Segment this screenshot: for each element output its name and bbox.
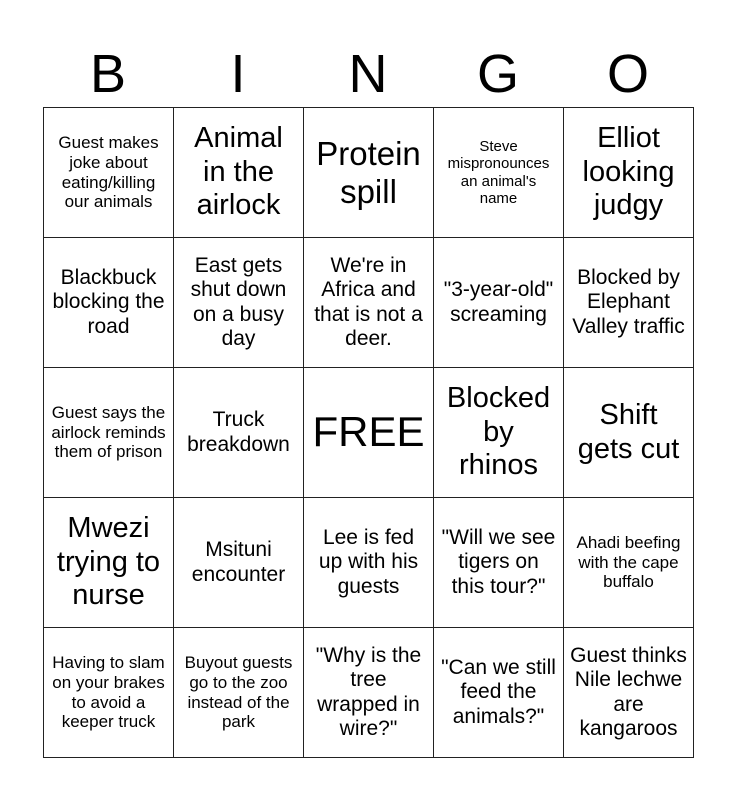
bingo-cell[interactable]: Buyout guests go to the zoo instead of the park: [174, 628, 304, 758]
bingo-cell[interactable]: Msituni encounter: [174, 498, 304, 628]
bingo-cell[interactable]: Mwezi trying to nurse: [44, 498, 174, 628]
bingo-cell[interactable]: Having to slam on your brakes to avoid a keeper truck: [44, 628, 174, 758]
board-row-1: [44, 108, 694, 238]
bingo-cell[interactable]: Protein spill: [304, 108, 434, 238]
bingo-cell[interactable]: "3-year-old" screaming: [434, 238, 564, 368]
bingo-cell[interactable]: "Will we see tigers on this tour?": [434, 498, 564, 628]
bingo-cell[interactable]: We're in Africa and that is not a deer.: [304, 238, 434, 368]
bingo-cell[interactable]: Blocked by rhinos: [434, 368, 564, 498]
bingo-cell[interactable]: Guest makes joke about eating/killing our animals: [44, 108, 174, 238]
bingo-cell[interactable]: Ahadi beefing with the cape buffalo: [564, 498, 694, 628]
header-letter-g: G: [476, 44, 519, 104]
board-row-3: [44, 368, 694, 498]
bingo-cell[interactable]: Elliot looking judgy: [564, 108, 694, 238]
board-row-4: [44, 498, 694, 628]
bingo-cell[interactable]: Truck breakdown: [174, 368, 304, 498]
bingo-header: [43, 40, 693, 108]
bingo-cell[interactable]: Guest thinks Nile lechwe are kangaroos: [564, 628, 694, 758]
header-letter-n: N: [348, 44, 388, 104]
header-letter-o: O: [606, 44, 649, 104]
board-row-2: [44, 238, 694, 368]
bingo-cell[interactable]: "Can we still feed the animals?": [434, 628, 564, 758]
bingo-board: [43, 107, 694, 758]
bingo-cell[interactable]: Shift gets cut: [564, 368, 694, 498]
bingo-cell[interactable]: Lee is fed up with his guests: [304, 498, 434, 628]
header-letter-i: I: [230, 44, 246, 104]
bingo-cell[interactable]: Blackbuck blocking the road: [44, 238, 174, 368]
bingo-cell[interactable]: East gets shut down on a busy day: [174, 238, 304, 368]
header-letter-b: B: [89, 44, 127, 104]
bingo-cell[interactable]: Steve mispronounces an animal's name: [434, 108, 564, 238]
board-row-5: [44, 628, 694, 758]
bingo-cell[interactable]: Guest says the airlock reminds them of prison: [44, 368, 174, 498]
bingo-cell[interactable]: "Why is the tree wrapped in wire?": [304, 628, 434, 758]
bingo-cell[interactable]: Blocked by Elephant Valley traffic: [564, 238, 694, 368]
bingo-cell[interactable]: Animal in the airlock: [174, 108, 304, 238]
free-space-cell[interactable]: FREE: [304, 368, 434, 498]
